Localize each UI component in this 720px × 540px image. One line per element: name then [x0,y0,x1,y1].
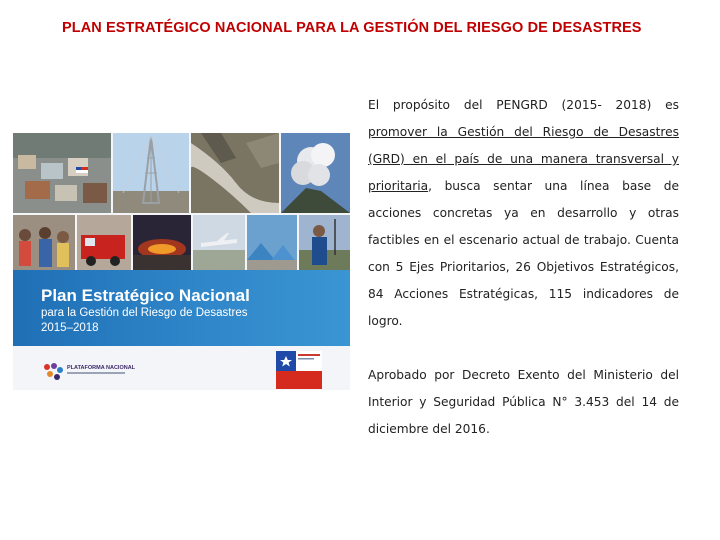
photo-hillside-houses [13,133,111,213]
photo-radio-operator [299,215,350,270]
plan-description [368,92,679,443]
cover-title-banner [13,270,350,346]
photo-aircraft [193,215,245,270]
photo-fire-truck [77,215,131,270]
purpose-underlined: promover la Gestión del Riesgo de Desastres (GRD) en el país de una manera transversal y prioritaria [368,125,679,193]
page-title: PLAN ESTRATÉGICO NACIONAL PARA LA GESTIÓN DEL RIESGO DE DESASTRES [62,20,642,36]
cover-banner-years: 2015–2018 [41,322,99,334]
government-of-chile-logo [276,351,322,389]
plataforma-nacional-tagline [67,372,125,374]
cover-banner-subtitle: para la Gestión del Riesgo de Desastres [41,307,248,319]
photo-volcano-eruption [281,133,350,213]
purpose-rest: , busca sentar una línea base de acciones concretas ya en desarrollo y otras factibles en el escenario actual de trabajo. Cuenta con 5 Ejes Prioritarios, 26 Objetivos Estratégicos, 84 Acciones Estratégicas, 115 indicadores de logro. [368,179,679,328]
paragraph-purpose [368,92,679,335]
photo-workers-tents [247,215,297,270]
plataforma-nacional-label: PLATAFORMA NACIONAL [67,365,136,371]
cover-banner-title: Plan Estratégico Nacional [41,286,250,305]
plataforma-nacional-logo [41,361,161,383]
purpose-lead: El propósito del PENGRD (2015- 2018) es [368,98,679,112]
photo-lava-crater [133,215,191,270]
cover-photo-collage [13,133,350,270]
paragraph-approval: Aprobado por Decreto Exento del Ministerio del Interior y Seguridad Pública N° 3.453 del 14 de diciembre del 2016. [368,368,679,436]
photo-landslide-aerial [191,133,279,213]
photo-people-street [13,215,75,270]
photo-antenna-tower [113,133,189,213]
plan-cover-image [13,133,350,390]
